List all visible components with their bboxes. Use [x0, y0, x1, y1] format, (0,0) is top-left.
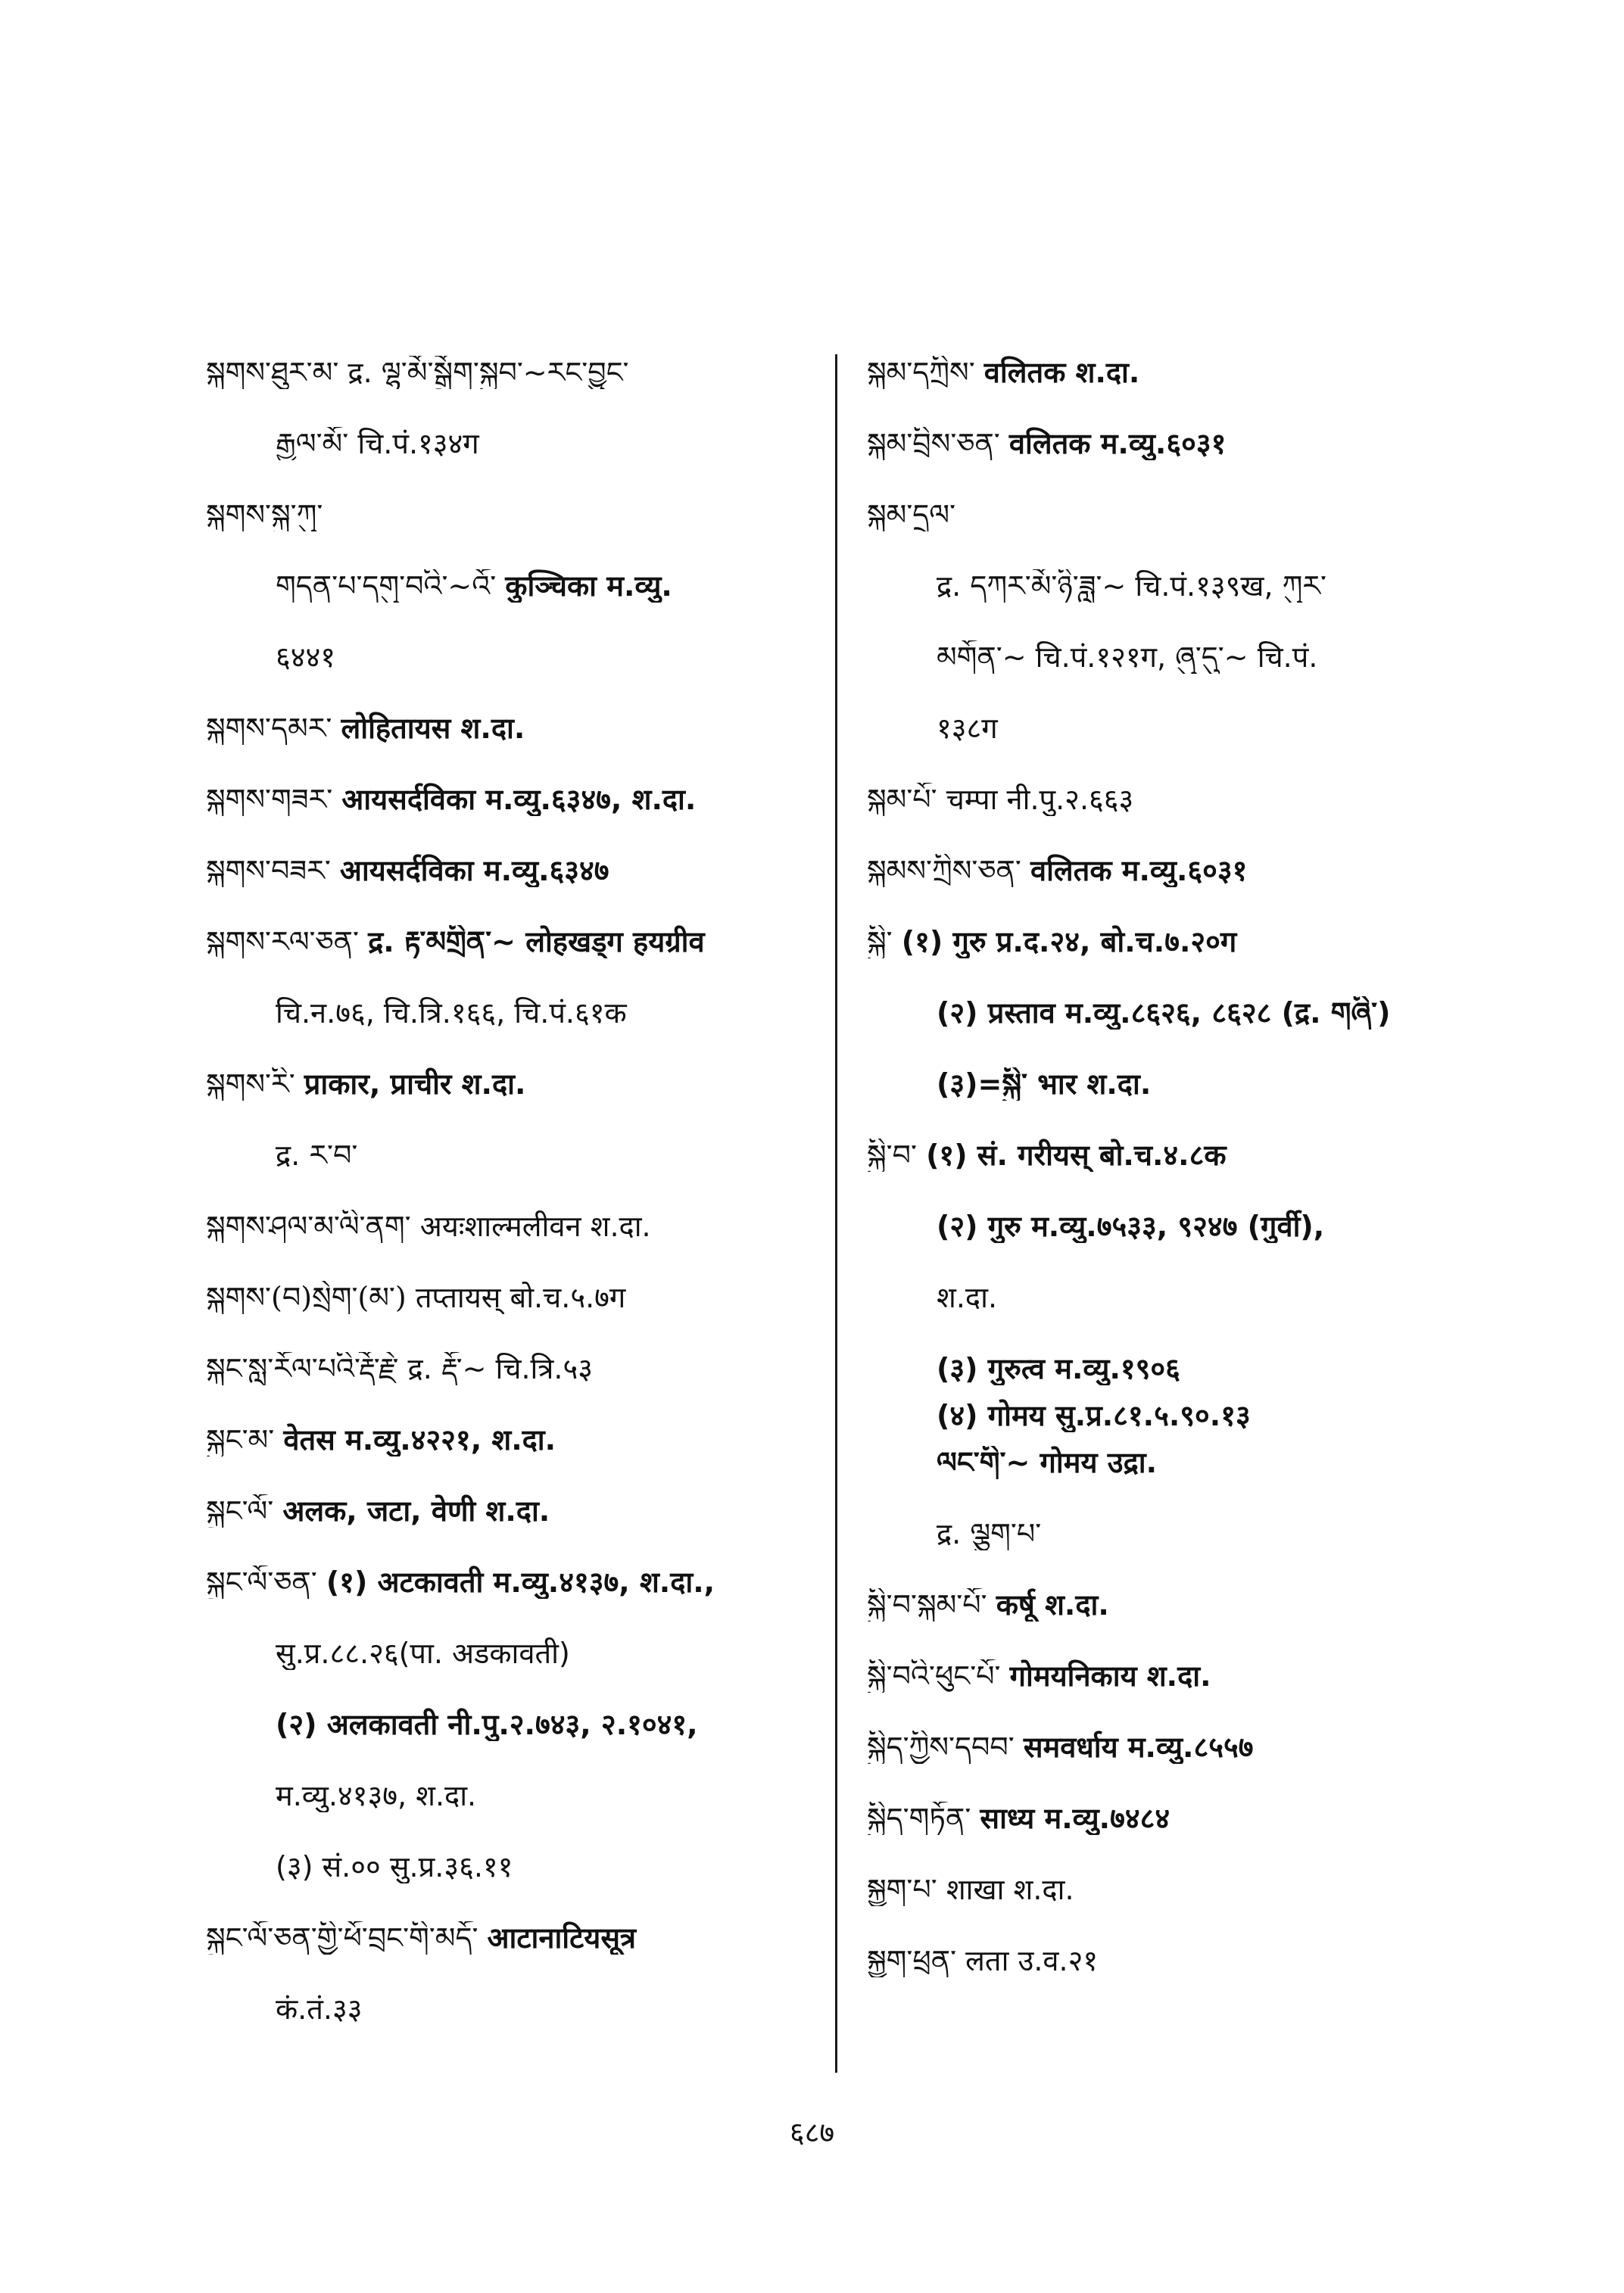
sanskrit-gloss: अलक, जटा, वेणी श.दा.	[282, 1494, 550, 1528]
sanskrit-gloss: (२) प्रस्ताव म.व्यु.८६२६, ८६२८ (द्र. གཞི་)	[937, 996, 1391, 1030]
sanskrit-gloss: गोमयनिकाय श.दा.	[1009, 1659, 1211, 1693]
sanskrit-gloss: शाखा श.दा.	[946, 1873, 1074, 1906]
sanskrit-gloss: लता उ.व.२१	[965, 1944, 1099, 1977]
sanskrit-gloss: (२) अलकावती नी.पु.२.७४३, २.१०४१,	[276, 1708, 698, 1741]
dictionary-entry-line	[206, 1779, 804, 1812]
tibetan-headword: སྐྱི་	[867, 925, 893, 958]
dictionary-entry-line	[206, 854, 804, 887]
tibetan-headword: སྐྱིད་ཀྱིས་དབབ་	[867, 1731, 1015, 1764]
sanskrit-gloss: (४) गोमय सु.प्र.८१.५.९०.१३	[937, 1399, 1251, 1432]
dictionary-entry-line	[867, 569, 1480, 603]
tibetan-headword: སྐགས་རལ་ཅན་	[206, 925, 360, 958]
sanskrit-gloss: वलितक म.व्यु.६०३१	[1008, 427, 1227, 460]
tibetan-headword: སྐགས་རི་	[206, 1067, 295, 1101]
dictionary-entry-line	[867, 1517, 1480, 1550]
sanskrit-gloss: (३)=སྐྱི་ भार श.दा.	[937, 1067, 1152, 1101]
tibetan-headword: སྐྱི་བའི་ཕུང་པོ་	[867, 1659, 1001, 1693]
dictionary-entry-line	[206, 783, 804, 816]
dictionary-entry-line	[206, 1281, 804, 1314]
sanskrit-gloss: १३८ग	[937, 712, 998, 745]
dictionary-entry-line	[867, 1210, 1480, 1243]
dictionary-entry-line	[206, 1566, 804, 1599]
dictionary-entry-line	[867, 1352, 1480, 1385]
tibetan-headword: སྐམ་བྲིས་ཅན་	[867, 427, 1000, 460]
dictionary-entry-line	[206, 996, 804, 1030]
dictionary-entry-line	[867, 1399, 1480, 1432]
dictionary-entry-line	[206, 1992, 804, 2026]
dictionary-entry-line	[867, 1588, 1480, 1622]
tibetan-headword: སྐམ་དཀྲིས་	[867, 356, 975, 389]
dictionary-entry-line	[206, 1850, 804, 1883]
sanskrit-gloss: वलितक श.दा.	[983, 356, 1140, 389]
tibetan-headword: སྐགས་གཟར་	[206, 783, 333, 816]
dictionary-entry-line	[867, 356, 1480, 389]
dictionary-entry-line	[206, 1708, 804, 1741]
tibetan-headword: སྐགས་དམར་	[206, 712, 332, 745]
dictionary-entry-line	[867, 1281, 1480, 1314]
sanskrit-gloss: लोहितायस श.दा.	[341, 712, 525, 745]
sanskrit-gloss: द्र. ར་བ་	[276, 1139, 358, 1172]
sanskrit-gloss: साध्य म.व्यु.७४८४	[980, 1802, 1170, 1835]
dictionary-entry-line	[206, 712, 804, 745]
dictionary-entry-line	[206, 925, 804, 958]
sanskrit-gloss: वलितक म.व्यु.६०३१	[1030, 854, 1248, 887]
sanskrit-gloss: चम्पा नी.पु.२.६६३	[946, 783, 1134, 816]
dictionary-entry-line	[206, 1210, 804, 1243]
tibetan-headword: སྐྱུག་ཕྲན་	[867, 1944, 957, 1977]
dictionary-entry-line	[867, 854, 1480, 887]
left-column	[206, 356, 804, 2064]
sanskrit-gloss: म.व्यु.४१३७, श.दा.	[276, 1779, 477, 1812]
sanskrit-gloss: ६४४१	[276, 640, 336, 674]
tibetan-headword: སྐམ་པོ་	[867, 783, 937, 816]
tibetan-headword: སྐང་སླ་རོལ་པའི་རྡོ་རྗེ་	[206, 1352, 399, 1385]
sanskrit-gloss: आयसर्दविका म.व्यु.६३४७, श.दा.	[341, 783, 697, 816]
sanskrit-gloss: (१) सं. गरीयस् बो.च.४.८क	[926, 1139, 1227, 1172]
dictionary-entry-line	[867, 783, 1480, 816]
sanskrit-gloss: तप्तायस् बो.च.५.७ग	[415, 1281, 626, 1314]
sanskrit-gloss: द्र. ལྷ་མོ་སྒྲོག་སྐྱབ་~རང་བྱུང་	[348, 356, 629, 389]
sanskrit-gloss: अयःशाल्मलीवन श.दा.	[419, 1210, 651, 1243]
dictionary-entry-line	[206, 1637, 804, 1670]
sanskrit-gloss: कर्षू श.दा.	[996, 1588, 1109, 1622]
sanskrit-gloss: (३) गुरुत्व म.व्यु.१९०६	[937, 1352, 1180, 1385]
sanskrit-gloss: མགོན་~ चि.पं.१२१ग, ཞུ་དུ་~ चि.पं.	[937, 640, 1318, 674]
sanskrit-gloss: श.दा.	[937, 1281, 998, 1314]
sanskrit-gloss: चि.न.७६, चि.त्रि.१६६, चि.पं.६१क	[276, 996, 627, 1030]
dictionary-entry-line	[867, 1802, 1480, 1835]
dictionary-entry-line	[867, 1873, 1480, 1906]
dictionary-entry-line	[206, 1139, 804, 1172]
dictionary-entry-line	[867, 1731, 1480, 1764]
sanskrit-gloss: आयसर्दविका म.व्यु.६३४७	[339, 854, 609, 887]
tibetan-headword: སྐགས་(བ)སྲེག་(མ་)	[206, 1281, 407, 1314]
page-number: ६८७	[789, 2116, 835, 2149]
tibetan-headword: སྐམ་དྲལ་	[867, 498, 956, 531]
dictionary-entry-line	[206, 498, 804, 531]
sanskrit-gloss: ལང་གི་~ गोमय उद्रा.	[937, 1446, 1158, 1479]
tibetan-headword: སྐགས་ཤལ་མ་ལི་ནག་	[206, 1210, 411, 1243]
sanskrit-gloss: द्र. དཀར་མོ་ཉི་ཟླ་~ चि.पं.१३९ख, ཀུར་	[937, 569, 1327, 603]
sanskrit-gloss: द्र. ལྕུག་པ་	[937, 1517, 1042, 1550]
tibetan-headword: སྐྱུག་པ་	[867, 1873, 937, 1906]
tibetan-headword: སྐགས་བཟར་	[206, 854, 331, 887]
dictionary-entry-line	[206, 1067, 804, 1101]
tibetan-headword: སྐྲང་ལོ་ཅན་གྱི་ཕོ་བྲང་གི་མདོ་	[206, 1921, 478, 1955]
dictionary-entry-line	[206, 569, 804, 603]
dictionary-entry-line	[867, 1944, 1480, 1977]
sanskrit-gloss: (३) सं.०० सु.प्र.३६.११	[276, 1850, 513, 1883]
dictionary-entry-line	[867, 1446, 1480, 1479]
tibetan-headword: སྐྱང་མ་	[206, 1423, 275, 1456]
sanskrit-gloss: (२) गुरु म.व्यु.७५३३, ९२४७ (गुर्वी),	[937, 1210, 1325, 1243]
dictionary-entry-line	[867, 1067, 1480, 1101]
dictionary-entry-line	[867, 640, 1480, 674]
dictionary-entry-line	[206, 427, 804, 460]
tibetan-headword: གདན་པ་དགུ་བའི་~འོ་	[276, 569, 497, 603]
dictionary-entry-line	[867, 925, 1480, 958]
dictionary-entry-line	[867, 1139, 1480, 1172]
tibetan-headword: སྐྲང་ལོ་ཅན་	[206, 1566, 317, 1599]
sanskrit-gloss: (१) अटकावती म.व्यु.४१३७, श.दा.,	[326, 1566, 715, 1599]
dictionary-entry-line	[206, 640, 804, 674]
tibetan-headword: སྐྱིད་གཏོན་	[867, 1802, 971, 1835]
dictionary-entry-line	[867, 427, 1480, 460]
sanskrit-gloss: सु.प्र.८८.२६(पा. अडकावती)	[276, 1637, 570, 1670]
sanskrit-gloss: चि.पं.१३४ग	[357, 427, 479, 460]
tibetan-headword: སྐྲང་ལོ་	[206, 1494, 274, 1528]
tibetan-headword: སྐྱི་བ་	[867, 1139, 917, 1172]
tibetan-headword: རྒྱལ་མོ་	[276, 427, 349, 460]
right-column	[867, 356, 1480, 2015]
sanskrit-gloss: वेतस म.व्यु.४२२१, श.दा.	[283, 1423, 556, 1456]
sanskrit-gloss: आटानाटियसूत्र	[487, 1921, 637, 1955]
sanskrit-gloss: प्राकार, प्राचीर श.दा.	[304, 1067, 526, 1101]
sanskrit-gloss: (१) गुरु प्र.द.२४, बो.च.७.२०ग	[901, 925, 1237, 958]
dictionary-entry-line	[867, 498, 1480, 531]
dictionary-entry-line	[867, 712, 1480, 745]
sanskrit-gloss: समवर्धाय म.व्यु.८५५७	[1023, 1731, 1254, 1764]
tibetan-headword: སྐམས་ཀྲིས་ཅན་	[867, 854, 1021, 887]
tibetan-headword: སྐྱི་བ་སྐམ་པོ་	[867, 1588, 987, 1622]
sanskrit-gloss: द्र. རྟ་མགྲིན་~ लोहखड्ग हयग्रीव	[368, 925, 705, 958]
tibetan-headword: སྐགས་སྐུ་ཀུ་	[206, 498, 323, 531]
dictionary-entry-line	[206, 1921, 804, 1955]
dictionary-entry-line	[206, 356, 804, 389]
dictionary-entry-line	[206, 1423, 804, 1456]
dictionary-entry-line	[206, 1494, 804, 1528]
dictionary-entry-line	[867, 996, 1480, 1030]
sanskrit-gloss: कुञ्चिका म.व्यु.	[505, 569, 672, 603]
tibetan-headword: སྐགས་ཐུར་མ་	[206, 356, 339, 389]
column-divider	[835, 354, 837, 2073]
sanskrit-gloss: कं.तं.३३	[276, 1992, 363, 2026]
dictionary-entry-line	[206, 1352, 804, 1385]
dictionary-entry-line	[867, 1659, 1480, 1693]
sanskrit-gloss: द्र. རྡོ་~ चि.त्रि.५३	[407, 1352, 593, 1385]
